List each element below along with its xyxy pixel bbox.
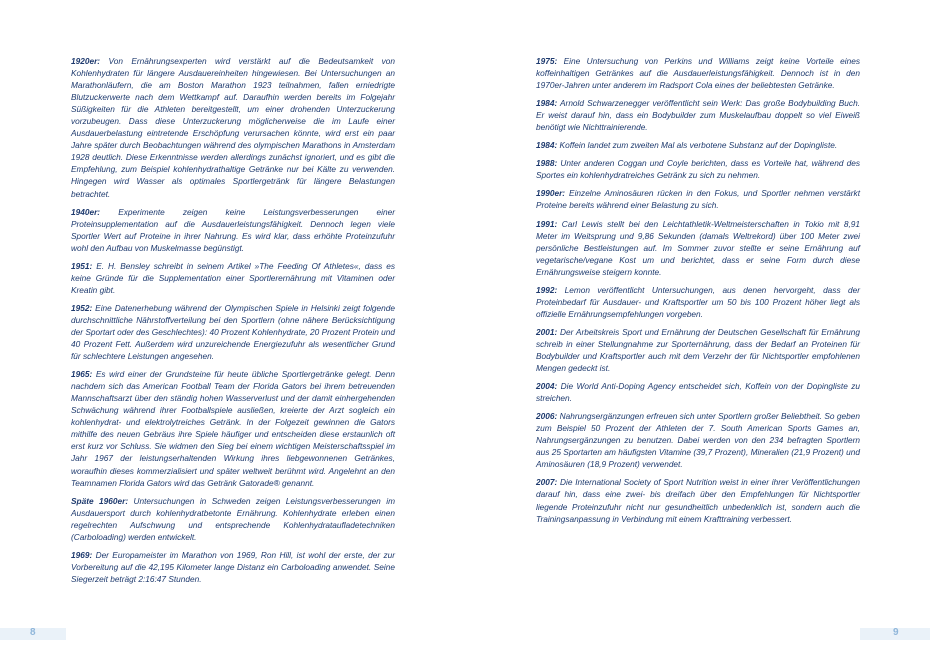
- entry-year: 2001:: [536, 326, 558, 337]
- entry-text: Koffein landet zum zweiten Mal als verbotene Substanz auf der Dopingliste.: [557, 140, 838, 151]
- entry-text: Die World Anti-Doping Agency entscheidet sich, Koffein von der Dopingliste zu streichen.: [536, 381, 860, 404]
- timeline-entry-1952: [71, 302, 395, 362]
- entry-text: Carl Lewis stellt bei den Leichtathletik-Weltmeisterschaften in Tokio mit 8,91 Meter im Weitsprung und 9,86 Sekunden (damals Weltrekord) über 100 Meter zwei persönliche Bestleistungen auf. Im Sommer zuvor stellte er seine Ernährung auf vegetarische/vegane Kost um und berichtet, dass er seine Form durch diese Ernährungsweise steigern konnte.: [536, 218, 860, 277]
- entry-text: Eine Datenerhebung während der Olympischen Spiele in Helsinki zeigt folgende durchschnittliche Nährstoffverteilung bei den Sportlern (ohne nähere Berücksichtigung der Sportart oder des Geschlechtes): 40 Prozent Kohlenhydrate, 20 Prozent Protein und 40 Prozent Fett. Außerdem wird unzureichende Energiezufuhr als wesentlicher Grund für schlechtere Leistungen angesehen.: [71, 302, 395, 362]
- timeline-entry-1975: [536, 55, 860, 91]
- entry-text: Experimente zeigen keine Leistungsverbesserungen einer Proteinsupplementation auf die Ausdauerleistungsfähigkeit. Dennoch legen viele Sportler Wert auf Proteine in ihrer Nahrung. Es wird klar, dass erhöhte Proteinzufuhr wohl den Aufbau von Muskelmasse begünstigt.: [71, 206, 395, 253]
- timeline-entry-2004: [536, 380, 860, 404]
- entry-text: Von Ernährungsexperten wird verstärkt auf die Bedeutsamkeit von Kohlenhydraten für längere Ausdauereinheiten hingewiesen. Bei Untersuchungen an Marathonläufern, die am Boston Marathon 1923 teilnahmen, fallen erniedrigte Blutzuckerwerte nach dem Wettkampf auf. Daraufhin werden bereits im Folgejahr Süßigkeiten für die Athleten bereitgestellt, um einer drohenden Unterzuckerung vorzubeugen. Dass diese Unterzuckerung möglicherweise die im Laufe einer Ausdauerbelastung eintretende Erschöpfung verursachen könnte, wird erst ein paar Jahre später durch Beobachtungen während des olympischen Marathons in Amsterdam 1928 deutlich. Diese Erkenntnisse werden allerdings zunächst ignoriert, und es gibt die Empfehlung, zum Beispiel kohlenhydrathaltige Getränke nur bei Kälte zu verwenden. Hingegen wird Wasser als optimales Sportlergetränk für längere Belastungen betrachtet.: [71, 56, 395, 199]
- timeline-entry-1991: [536, 218, 860, 278]
- entry-year: 1951:: [71, 260, 93, 271]
- entry-year: 1969:: [71, 549, 93, 560]
- timeline-entry-1969: [71, 549, 395, 585]
- left-page-number: 8: [30, 627, 36, 638]
- entry-text: Eine Untersuchung von Perkins und Williams zeigt keine Vorteile eines koffeinhaltigen Getränkes auf die Ausdauerleistungsfähigkeit. Dennoch ist in den 1970er-Jahren unter anderem im Radsport Cola eines der beliebtesten Getränke.: [536, 56, 860, 91]
- entry-year: 1952:: [71, 302, 93, 313]
- timeline-entry-1990er: [536, 187, 860, 211]
- entry-year: 2006:: [536, 411, 558, 422]
- entry-year: 1992:: [536, 284, 558, 295]
- entry-text: Einzelne Aminosäuren rücken in den Fokus, und Sportler nehmen verstärkt Proteine bereits während einer Belastung zu sich.: [536, 188, 860, 211]
- entry-year: 2004:: [536, 381, 558, 392]
- entry-year: 1984:: [536, 98, 558, 109]
- entry-text: Nahrungsergänzungen erfreuen sich unter Sportlern großer Beliebtheit. So geben zum Beispiel 50 Prozent der Athleten der 7. South American Sports Games an, Nahrungsergänzungen zu benutzen. Dabei werden von den 234 befragten Sportlern aus 25 Sportarten am häufigsten Vitamine (39,7 Prozent), Mineralien (21,9 Prozent) und Aminosäuren (18,9 Prozent) verwendet.: [536, 411, 860, 470]
- entry-text: Der Arbeitskreis Sport und Ernährung der Deutschen Gesellschaft für Ernährung schreib in einer Stellungnahme zur Sporternährung, dass der Bedarf an Proteinen für Bodybuilder und Kraftsportler auch mit dem Verzehr der für Nichtsportler empfohlenen Mengen gedeckt ist.: [536, 326, 860, 374]
- left-page-column: [71, 55, 395, 591]
- entry-year: 1990er:: [536, 188, 566, 199]
- timeline-entry-2001: [536, 326, 860, 374]
- entry-year: Späte 1960er:: [71, 495, 129, 506]
- timeline-entry-1920er: [71, 55, 395, 200]
- timeline-entry-2006: [536, 410, 860, 470]
- entry-text: Arnold Schwarzenegger veröffentlicht sein Werk: Das große Bodybuilding Buch. Er weist darauf hin, dass ein Bodybuilder zum Muskelaufbau doppelt so viel Eiweiß benötigt wie Nichttrainierende.: [536, 98, 860, 133]
- entry-text: Lemon veröffentlicht Untersuchungen, aus denen hervorgeht, dass der Proteinbedarf für Ausdauer- und Kraftsportler um 50 bis 100 Prozent höher liegt als offizielle Ernährungsempfehlungen vorgeben.: [536, 284, 860, 319]
- timeline-entry-1984-b: [536, 139, 860, 151]
- entry-text: E. H. Bensley schreibt in seinem Artikel »The Feeding Of Athletes«, dass es keine Gründe für die Supplementation einer Sportlerernährung mit Vitaminen oder Kreatin gibt.: [71, 260, 395, 295]
- timeline-entry-1992: [536, 284, 860, 320]
- timeline-entry-1988: [536, 157, 860, 181]
- entry-text: Der Europameister im Marathon von 1969, Ron Hill, ist wohl der erste, der zur Vorbereitung auf die 42,195 Kilometer lange Distanz ein Carboloading anwendet. Seine Siegerzeit beträgt 2:16:47 Stunden.: [71, 549, 395, 584]
- entry-year: 1984:: [536, 140, 558, 151]
- entry-year: 1940er:: [71, 206, 101, 217]
- entry-year: 1988:: [536, 158, 558, 169]
- entry-year: 1991:: [536, 218, 558, 229]
- entry-year: 1965:: [71, 369, 93, 380]
- entry-year: 2007:: [536, 477, 558, 488]
- timeline-entry-spaete-1960er: [71, 495, 395, 543]
- entry-year: 1975:: [536, 56, 558, 66]
- entry-text: Unter anderen Coggan und Coyle berichten, dass es Vorteile hat, während des Sportes ein kohlenhydratreiches Getränk zu sich zu nehmen.: [536, 158, 860, 181]
- entry-text: Untersuchungen in Schweden zeigen Leistungsverbesserungen im Ausdauersport durch kohlenhydratbetonte Ernährung. Kohlenhydrate erleben einen regelrechten Aufschwung und entsprechende Kohlenhydrataufladetechniken (Carboloading) werden entwickelt.: [71, 495, 395, 542]
- entry-text: Es wird einer der Grundsteine für heute übliche Sportlergetränke gelegt. Denn nachdem sich das American Football Team der Florida Gators bei ihrem betreuenden Mannschaftsarzt über den ständig hohen Wasserverlust und der damit einhergehenden Schwächung während ihrer Footballspiele ausließen, kreierte der Arzt sogleich ein kohlenhydrat- und elektrolytreiches Getränk. In der Folgezeit gewinnen die Gators mithilfe des neuen Gebräus ihre Spiele häufiger und entscheiden diese erstaunlich oft erst kurz vor Schluss. Sie widmen den Sieg bei einem wichtigen Meisterschaftsspiel im Jahr 1967 der leistungserhaltenden Wirkung ihres liebgewonnenen Getränkes, woraufhin dieses kommerzialisiert und später weltweit berühmt wird. Angelehnt an den Teamnamen Florida Gators wird das Getränk Gatorade® genannt.: [71, 369, 395, 488]
- timeline-entry-1965: [71, 368, 395, 488]
- entry-year: 1920er:: [71, 56, 101, 66]
- timeline-entry-1940er: [71, 206, 395, 254]
- right-page-number: 9: [893, 627, 899, 638]
- timeline-entry-2007: [536, 476, 860, 524]
- right-page-column: [536, 55, 860, 531]
- timeline-entry-1951: [71, 260, 395, 296]
- timeline-entry-1984-a: [536, 97, 860, 133]
- entry-text: Die International Society of Sport Nutrition weist in einer ihrer Veröffentlichungen darauf hin, dass eine zwei- bis dreifach über den Empfehlungen für Nichtsportler liegende Proteinzufuhr nicht nur gesundheitlich unbedenklich ist, sondern auch die Trainingsanpassung in Verbindung mit einem Krafttraining verbessert.: [536, 477, 860, 524]
